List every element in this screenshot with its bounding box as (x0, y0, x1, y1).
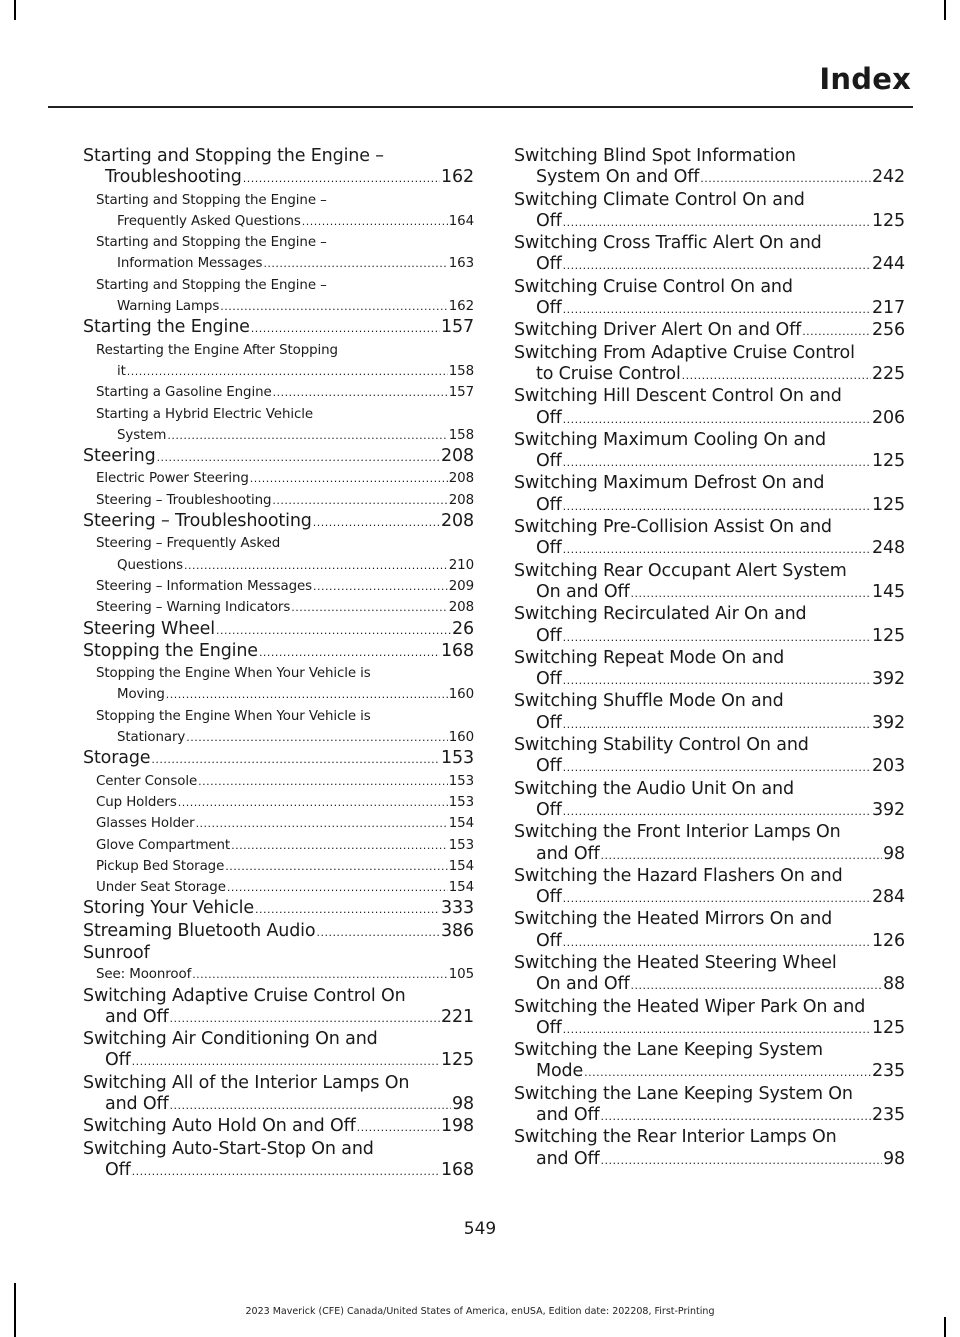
index-entry-text: Starting and Stopping the Engine – (96, 192, 327, 208)
dot-leader (700, 168, 871, 189)
index-entry-text: Off (536, 799, 562, 820)
index-entry-text: Off (536, 494, 562, 515)
index-entry[interactable] (83, 986, 474, 1030)
index-entry-text: Switching Air Conditioning On and (83, 1029, 378, 1050)
index-entry[interactable] (514, 1084, 905, 1128)
page-reference[interactable]: 160 (448, 730, 474, 746)
dot-leader (584, 1062, 871, 1083)
index-entry[interactable] (83, 641, 474, 663)
index-entry-text: Switching the Heated Wiper Park On and (514, 996, 866, 1017)
index-entry[interactable] (514, 146, 905, 190)
index-subentry[interactable] (83, 490, 474, 511)
index-subentry[interactable] (83, 340, 474, 383)
index-entry-text: Stopping the Engine When Your Vehicle is (96, 708, 371, 724)
page-reference[interactable]: 242 (872, 167, 905, 188)
dot-leader (184, 555, 448, 576)
index-entry-text: Sunroof (83, 942, 150, 963)
index-subentry[interactable] (83, 533, 474, 576)
page-reference[interactable]: 98 (883, 1148, 905, 1169)
dot-leader (243, 168, 440, 189)
crop-mark-top-right (944, 0, 946, 20)
index-entry-text: Switching Adaptive Cruise Control On (83, 985, 406, 1006)
dot-leader (563, 670, 871, 691)
page-reference[interactable]: 158 (448, 427, 474, 443)
index-entry-text: Switching Repeat Mode On and (514, 647, 785, 668)
index-entry-text: and Off (105, 1006, 169, 1027)
page-reference[interactable]: 158 (448, 363, 474, 379)
page-reference[interactable]: 208 (448, 600, 474, 616)
dot-leader (601, 845, 882, 866)
index-column-left (83, 146, 474, 1182)
dot-leader (601, 1106, 872, 1127)
index-entry-text: Starting a Hybrid Electric Vehicle (96, 406, 313, 422)
index-entry-text: Starting and Stopping the Engine – (96, 277, 327, 293)
index-entry[interactable] (83, 1029, 474, 1073)
index-entry-text: Under Seat Storage (96, 880, 226, 896)
index-entry-text: to Cruise Control (536, 363, 681, 384)
index-entry[interactable] (83, 511, 474, 533)
index-entry-text: Switching Shuffle Mode On and (514, 691, 784, 712)
index-subentry[interactable] (83, 232, 474, 275)
index-entry-text: Off (105, 1050, 131, 1071)
index-entry[interactable] (514, 473, 905, 517)
dot-leader (682, 365, 871, 386)
index-subentry[interactable] (83, 663, 474, 706)
page-reference[interactable]: 203 (872, 756, 905, 777)
index-entry-text: System On and Off (536, 167, 700, 188)
index-entry-text: Electric Power Steering (96, 471, 249, 487)
page-reference[interactable]: 392 (872, 712, 905, 733)
index-entry-text: Switching Cruise Control On and (514, 276, 793, 297)
page-reference[interactable]: 217 (872, 298, 905, 319)
index-entry[interactable] (514, 343, 905, 387)
index-entry[interactable] (83, 921, 474, 943)
dot-leader (250, 468, 448, 489)
dot-leader (302, 211, 448, 232)
index-entry-text: Streaming Bluetooth Audio (83, 920, 316, 941)
dot-leader (563, 932, 871, 953)
dot-leader (186, 727, 447, 748)
index-entry-text: Steering – Warning Indicators (96, 600, 291, 616)
page-reference[interactable]: 26 (452, 618, 474, 639)
page-reference[interactable]: 333 (441, 898, 474, 919)
index-entry-text: Switching the Heated Steering Wheel (514, 952, 837, 973)
index-entry-text: Glasses Holder (96, 816, 195, 832)
dot-leader (802, 321, 871, 342)
page-reference[interactable]: 125 (872, 625, 905, 646)
index-entry-text: Information Messages (117, 256, 263, 272)
index-entry[interactable] (514, 1127, 905, 1171)
index-entry-text: Off (536, 930, 562, 951)
index-entry-text: Switching Maximum Cooling On and (514, 429, 826, 450)
index-entry-text: Switching Auto-Start-Stop On and (83, 1138, 374, 1159)
page-reference[interactable]: 154 (448, 816, 474, 832)
page-reference[interactable]: 105 (448, 967, 474, 983)
index-entry-text: Off (536, 669, 562, 690)
dot-leader (563, 714, 871, 735)
dot-leader (216, 620, 451, 641)
index-entry-text: Cup Holders (96, 794, 177, 810)
page-reference[interactable]: 125 (872, 494, 905, 515)
index-entry-text: Glove Compartment (96, 837, 231, 853)
index-entry-text: Off (536, 625, 562, 646)
dot-leader (273, 382, 448, 403)
dot-leader (357, 1117, 440, 1138)
index-entry-text: Storage (83, 748, 151, 769)
index-entry-text: Steering Wheel (83, 618, 216, 639)
page-reference[interactable]: 162 (441, 167, 474, 188)
dot-leader (259, 642, 440, 663)
index-subentry[interactable] (83, 404, 474, 447)
index-entry-text: Stationary (117, 730, 186, 746)
dot-leader (631, 583, 872, 604)
index-entry-text: See: Moonroof (96, 967, 192, 983)
index-subentry[interactable] (83, 964, 474, 985)
index-entry-text: and Off (536, 1148, 600, 1169)
index-subentry[interactable] (83, 835, 474, 856)
dot-leader (631, 975, 883, 996)
index-entry[interactable] (514, 517, 905, 561)
dot-leader (255, 899, 440, 920)
index-entry[interactable] (514, 561, 905, 605)
index-entry[interactable] (514, 866, 905, 910)
index-entry-text: Steering – Troubleshooting (83, 511, 312, 532)
page-reference[interactable]: 392 (872, 669, 905, 690)
page-reference[interactable]: 153 (448, 773, 474, 789)
index-entry-text: Steering – Troubleshooting (96, 492, 272, 508)
index-subentry[interactable] (83, 190, 474, 233)
index-entry-text: Off (536, 451, 562, 472)
index-entry[interactable] (83, 146, 474, 190)
index-subentry[interactable] (83, 275, 474, 318)
dot-leader (263, 253, 447, 274)
index-subentry[interactable] (83, 576, 474, 597)
page-reference[interactable]: 98 (452, 1094, 474, 1115)
index-entry[interactable] (514, 997, 905, 1041)
index-entry[interactable] (83, 1116, 474, 1138)
index-entry[interactable] (514, 233, 905, 277)
index-entry-text: Switching Climate Control On and (514, 189, 805, 210)
index-subentry[interactable] (83, 813, 474, 834)
index-entry-text: Switching the Lane Keeping System (514, 1040, 823, 1061)
page-reference[interactable]: 154 (448, 858, 474, 874)
dot-leader (563, 409, 871, 430)
dot-leader (170, 1095, 451, 1116)
index-entry-text: Switching From Adaptive Cruise Control (514, 342, 855, 363)
index-entry[interactable] (83, 1139, 474, 1183)
dot-leader (313, 512, 440, 533)
index-entry[interactable] (514, 822, 905, 866)
dot-leader (272, 490, 447, 511)
index-entry-text: Switching the Heated Mirrors On and (514, 909, 833, 930)
dot-leader (563, 212, 871, 233)
page-reference[interactable]: 209 (448, 578, 474, 594)
page-reference[interactable]: 164 (448, 213, 474, 229)
page-reference[interactable]: 125 (872, 210, 905, 231)
dot-leader (601, 1150, 882, 1171)
index-entry-text: Starting and Stopping the Engine – (83, 146, 384, 166)
index-entry-text: Storing Your Vehicle (83, 898, 255, 919)
index-entry[interactable] (514, 604, 905, 648)
index-entry-text: System (117, 427, 167, 443)
index-entry-text: Warning Lamps (117, 299, 220, 315)
page-reference[interactable]: 125 (441, 1050, 474, 1071)
index-entry[interactable] (83, 898, 474, 920)
page-reference[interactable]: 157 (441, 317, 474, 338)
index-entry-text: Off (536, 1017, 562, 1038)
dot-leader (563, 801, 871, 822)
index-entry-text: Starting and Stopping the Engine – (96, 235, 327, 251)
page-reference[interactable]: 256 (872, 320, 905, 341)
dot-leader (563, 539, 871, 560)
index-entry[interactable] (514, 953, 905, 997)
page-reference[interactable]: 208 (441, 446, 474, 467)
dot-leader (563, 496, 871, 517)
page-reference[interactable]: 225 (872, 363, 905, 384)
index-subentry[interactable] (83, 771, 474, 792)
page-reference[interactable]: 153 (448, 837, 474, 853)
dot-leader (316, 922, 440, 943)
index-entry-text: Troubleshooting (105, 167, 242, 188)
page-title: Index (819, 62, 911, 96)
index-entry-text: Off (536, 254, 562, 275)
index-entry-text: Off (536, 210, 562, 231)
index-entry[interactable] (83, 446, 474, 468)
page-reference[interactable]: 284 (872, 887, 905, 908)
index-entry-text: Starting the Engine (83, 317, 250, 338)
index-entry-text: Switching Stability Control On and (514, 735, 809, 756)
index-entry[interactable] (83, 619, 474, 641)
index-entry-text: Switching Maximum Defrost On and (514, 473, 825, 494)
crop-mark-top-left (14, 0, 16, 20)
index-entry-text: On and Off (536, 581, 630, 602)
page-reference[interactable]: 221 (441, 1006, 474, 1027)
index-entry-text: and Off (536, 1105, 600, 1126)
index-entry[interactable] (514, 277, 905, 321)
index-entry-text: it (117, 363, 126, 379)
index-subentry[interactable] (83, 856, 474, 877)
index-entry-text: On and Off (536, 974, 630, 995)
page-reference[interactable]: 235 (872, 1105, 905, 1126)
dot-leader (220, 296, 448, 317)
index-entry-text: Switching Cross Traffic Alert On and (514, 233, 822, 254)
page-reference[interactable]: 153 (448, 794, 474, 810)
index-subentry[interactable] (83, 468, 474, 489)
index-entry-text: Switching the Front Interior Lamps On (514, 822, 841, 843)
index-entry[interactable] (83, 317, 474, 339)
dot-leader (563, 1019, 871, 1040)
dot-leader (231, 835, 448, 856)
index-entry[interactable] (514, 735, 905, 779)
index-entry-text: Off (536, 538, 562, 559)
dot-leader (132, 1051, 440, 1072)
dot-leader (167, 425, 447, 446)
index-entry-text: Switching Recirculated Air On and (514, 604, 807, 625)
page-reference[interactable]: 248 (872, 538, 905, 559)
index-subentry[interactable] (83, 877, 474, 898)
dot-leader (178, 792, 448, 813)
index-entry-text: Questions (117, 557, 183, 573)
dot-leader (563, 627, 871, 648)
index-subentry[interactable] (83, 706, 474, 749)
dot-leader (563, 452, 871, 473)
page-reference[interactable]: 235 (872, 1061, 905, 1082)
dot-leader (151, 749, 440, 770)
dot-leader (227, 877, 448, 898)
page-reference[interactable]: 160 (448, 687, 474, 703)
page-reference[interactable]: 208 (448, 492, 474, 508)
dot-leader (313, 576, 448, 597)
page-reference[interactable]: 392 (872, 799, 905, 820)
page-reference[interactable]: 244 (872, 254, 905, 275)
dot-leader (563, 757, 871, 778)
index-entry-text: Starting a Gasoline Engine (96, 385, 272, 401)
dot-leader (198, 771, 448, 792)
index-entry-text: Off (536, 298, 562, 319)
dot-leader (166, 684, 448, 705)
page-reference[interactable]: 163 (448, 256, 474, 272)
index-entry-text: Off (536, 407, 562, 428)
index-entry[interactable] (514, 320, 905, 342)
index-entry-text: Restarting the Engine After Stopping (96, 342, 338, 358)
index-entry[interactable] (83, 748, 474, 770)
page-reference[interactable]: 168 (441, 640, 474, 661)
dot-leader (132, 1161, 440, 1182)
page-reference[interactable]: 126 (872, 930, 905, 951)
index-subentry[interactable] (83, 792, 474, 813)
index-entry-text: Switching the Lane Keeping System On (514, 1083, 853, 1104)
page-reference[interactable]: 208 (448, 471, 474, 487)
page-reference[interactable]: 206 (872, 407, 905, 428)
page-reference[interactable]: 154 (448, 880, 474, 896)
index-entry-text: Mode (536, 1061, 584, 1082)
footer-edition-info: 2023 Maverick (CFE) Canada/United States of America, enUSA, Edition date: 202208, First-Printing (245, 1306, 715, 1317)
page-reference[interactable]: 386 (441, 920, 474, 941)
page-reference[interactable]: 98 (883, 843, 905, 864)
index-entry[interactable] (514, 779, 905, 823)
index-entry-text: Switching Rear Occupant Alert System (514, 560, 847, 581)
index-entry[interactable] (83, 1073, 474, 1117)
dot-leader (291, 597, 448, 618)
index-entry-text: Switching Hill Descent Control On and (514, 386, 842, 407)
page-reference[interactable]: 157 (448, 385, 474, 401)
index-entry-text: Frequently Asked Questions (117, 213, 301, 229)
index-entry-text: Off (536, 887, 562, 908)
page-reference[interactable]: 210 (448, 557, 474, 573)
index-entry-text: Stopping the Engine (83, 640, 258, 661)
crop-mark-bottom-right (944, 1317, 946, 1337)
index-entry[interactable] (514, 430, 905, 474)
index-entry-text: and Off (105, 1094, 169, 1115)
page-reference[interactable]: 168 (441, 1159, 474, 1180)
index-column-right (514, 146, 905, 1171)
index-entry-text: Switching Blind Spot Information (514, 146, 796, 166)
page-number: 549 (463, 1219, 497, 1239)
dot-leader (563, 299, 871, 320)
page-reference[interactable]: 208 (441, 511, 474, 532)
index-entry-text: Switching the Audio Unit On and (514, 778, 794, 799)
dot-leader (563, 255, 871, 276)
page-reference[interactable]: 125 (872, 1017, 905, 1038)
index-entry-text: Switching Driver Alert On and Off (514, 320, 802, 341)
page-reference[interactable]: 153 (441, 748, 474, 769)
index-entry-text: Off (105, 1159, 131, 1180)
index-entry[interactable] (514, 386, 905, 430)
page-reference[interactable]: 145 (872, 581, 905, 602)
index-entry[interactable] (514, 1040, 905, 1084)
dot-leader (563, 888, 871, 909)
index-entry[interactable] (514, 909, 905, 953)
dot-leader (196, 813, 448, 834)
index-entry-text: Moving (117, 687, 165, 703)
dot-leader (225, 856, 448, 877)
index-entry-text: Off (536, 756, 562, 777)
page-reference[interactable]: 198 (441, 1116, 474, 1137)
index-entry-text: Steering (83, 446, 156, 467)
index-entry[interactable] (514, 691, 905, 735)
title-divider (48, 106, 913, 108)
index-entry-text: Steering – Frequently Asked (96, 536, 281, 552)
index-entry-text: Switching the Hazard Flashers On and (514, 865, 843, 886)
index-entry-text: Off (536, 712, 562, 733)
dot-leader (127, 361, 448, 382)
index-entry-text: Center Console (96, 773, 198, 789)
index-entry-text: Pickup Bed Storage (96, 858, 225, 874)
index-entry-text: Steering – Information Messages (96, 578, 312, 594)
index-entry[interactable] (514, 190, 905, 234)
index-entry-text: Switching the Rear Interior Lamps On (514, 1127, 837, 1148)
index-entry-text: Stopping the Engine When Your Vehicle is (96, 666, 371, 682)
index-entry[interactable] (514, 648, 905, 692)
dot-leader (170, 1008, 441, 1029)
page-reference[interactable]: 162 (448, 299, 474, 315)
index-entry-text: Switching Auto Hold On and Off (83, 1116, 356, 1137)
dot-leader (157, 447, 440, 468)
index-entry-text: Switching Pre-Collision Assist On and (514, 517, 832, 538)
index-entry-text: and Off (536, 843, 600, 864)
page-reference[interactable]: 125 (872, 451, 905, 472)
index-entry-text: Switching All of the Interior Lamps On (83, 1072, 410, 1093)
index-subentry[interactable] (83, 597, 474, 618)
index-entry[interactable] (83, 943, 474, 964)
dot-leader (192, 964, 448, 985)
page-reference[interactable]: 88 (883, 974, 905, 995)
index-subentry[interactable] (83, 382, 474, 403)
dot-leader (251, 318, 440, 339)
